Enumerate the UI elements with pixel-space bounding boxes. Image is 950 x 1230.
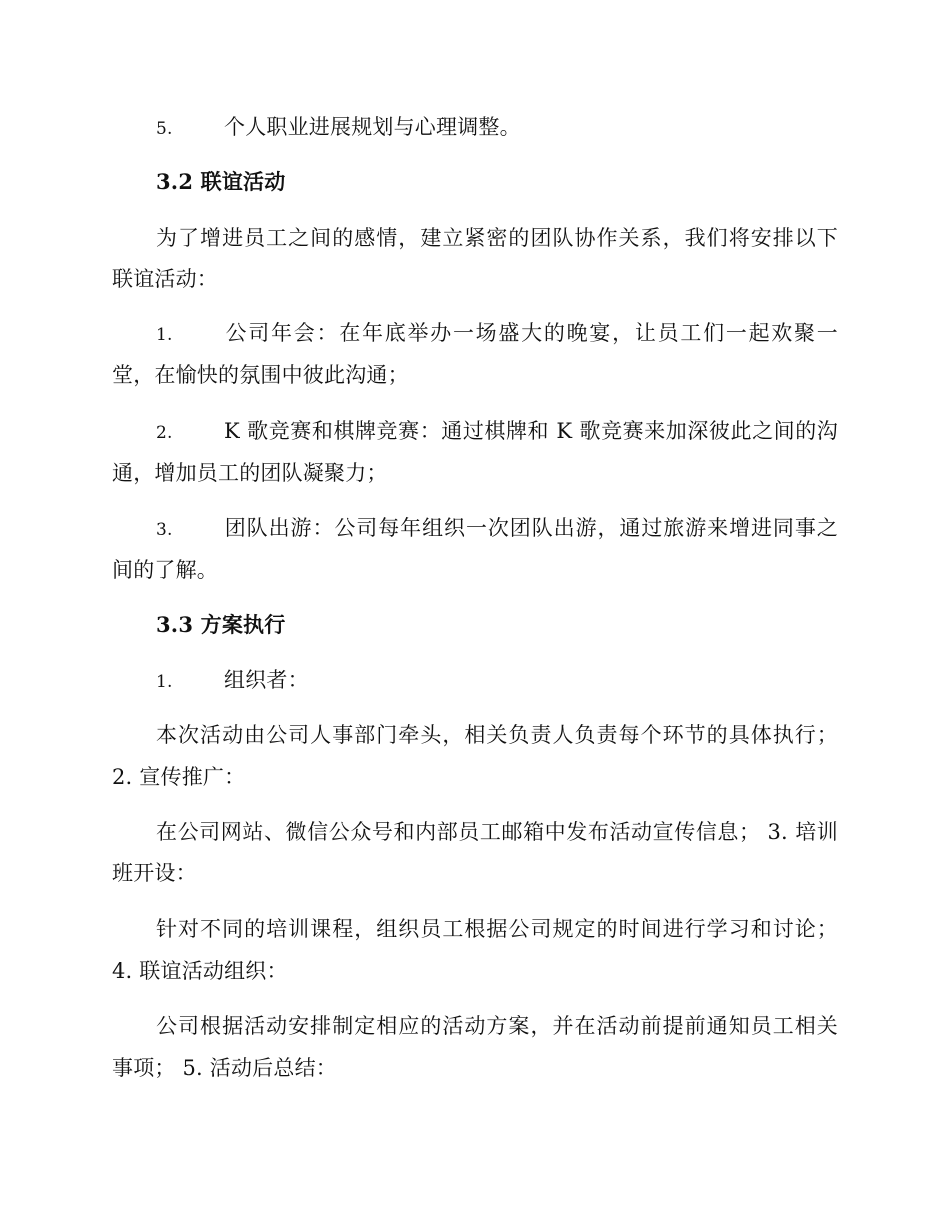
paragraph-line: 2. 宣传推广： xyxy=(112,765,246,789)
list-item-3 xyxy=(156,513,838,545)
paragraph-line: 班开设： xyxy=(112,861,197,885)
list-number: 1. xyxy=(156,672,173,692)
section-heading-3-3: 3.3 方案执行 xyxy=(156,612,286,637)
list-number: 3. xyxy=(156,520,173,540)
paragraph-line: 在公司网站、微信公众号和内部员工邮箱中发布活动宣传信息； 3. 培训 xyxy=(156,820,838,844)
section-heading-3-2: 3.2 联谊活动 xyxy=(156,169,286,194)
list-text: 组织者： xyxy=(224,668,309,692)
list-item-2 xyxy=(156,416,838,448)
exec-list-item-1 xyxy=(156,665,838,697)
list-item-1 xyxy=(156,318,838,350)
paragraph-line: 联谊活动： xyxy=(112,267,218,291)
list-item-5 xyxy=(156,112,838,144)
list-item-1-continued: 堂，在愉快的氛围中彼此沟通； xyxy=(112,363,409,387)
paragraph-line: 本次活动由公司人事部门牵头，相关负责人负责每个环节的具体执行； xyxy=(156,723,838,747)
list-item-2-continued: 通，增加员工的团队凝聚力； xyxy=(112,461,388,485)
list-number: 2. xyxy=(156,423,173,443)
list-text: 公司年会：在年底举办一场盛大的晚宴，让员工们一起欢聚一 xyxy=(224,321,838,345)
list-number: 1. xyxy=(156,325,173,345)
list-item-3-continued: 间的了解。 xyxy=(112,558,218,582)
paragraph-line: 为了增进员工之间的感情，建立紧密的团队协作关系，我们将安排以下 xyxy=(156,226,838,250)
paragraph-line: 公司根据活动安排制定相应的活动方案，并在活动前提前通知员工相关 xyxy=(156,1014,838,1038)
list-number: 5. xyxy=(156,119,173,139)
paragraph-line: 4. 联谊活动组织： xyxy=(112,959,288,983)
list-text: 团队出游：公司每年组织一次团队出游，通过旅游来增进同事之 xyxy=(224,516,838,540)
paragraph-line: 针对不同的培训课程，组织员工根据公司规定的时间进行学习和讨论； xyxy=(156,917,838,941)
list-text: K 歌竞赛和棋牌竞赛：通过棋牌和 K 歌竞赛来加深彼此之间的沟 xyxy=(224,419,838,443)
paragraph-line: 事项； 5. 活动后总结： xyxy=(112,1056,337,1080)
list-text: 个人职业进展规划与心理调整。 xyxy=(224,115,521,139)
